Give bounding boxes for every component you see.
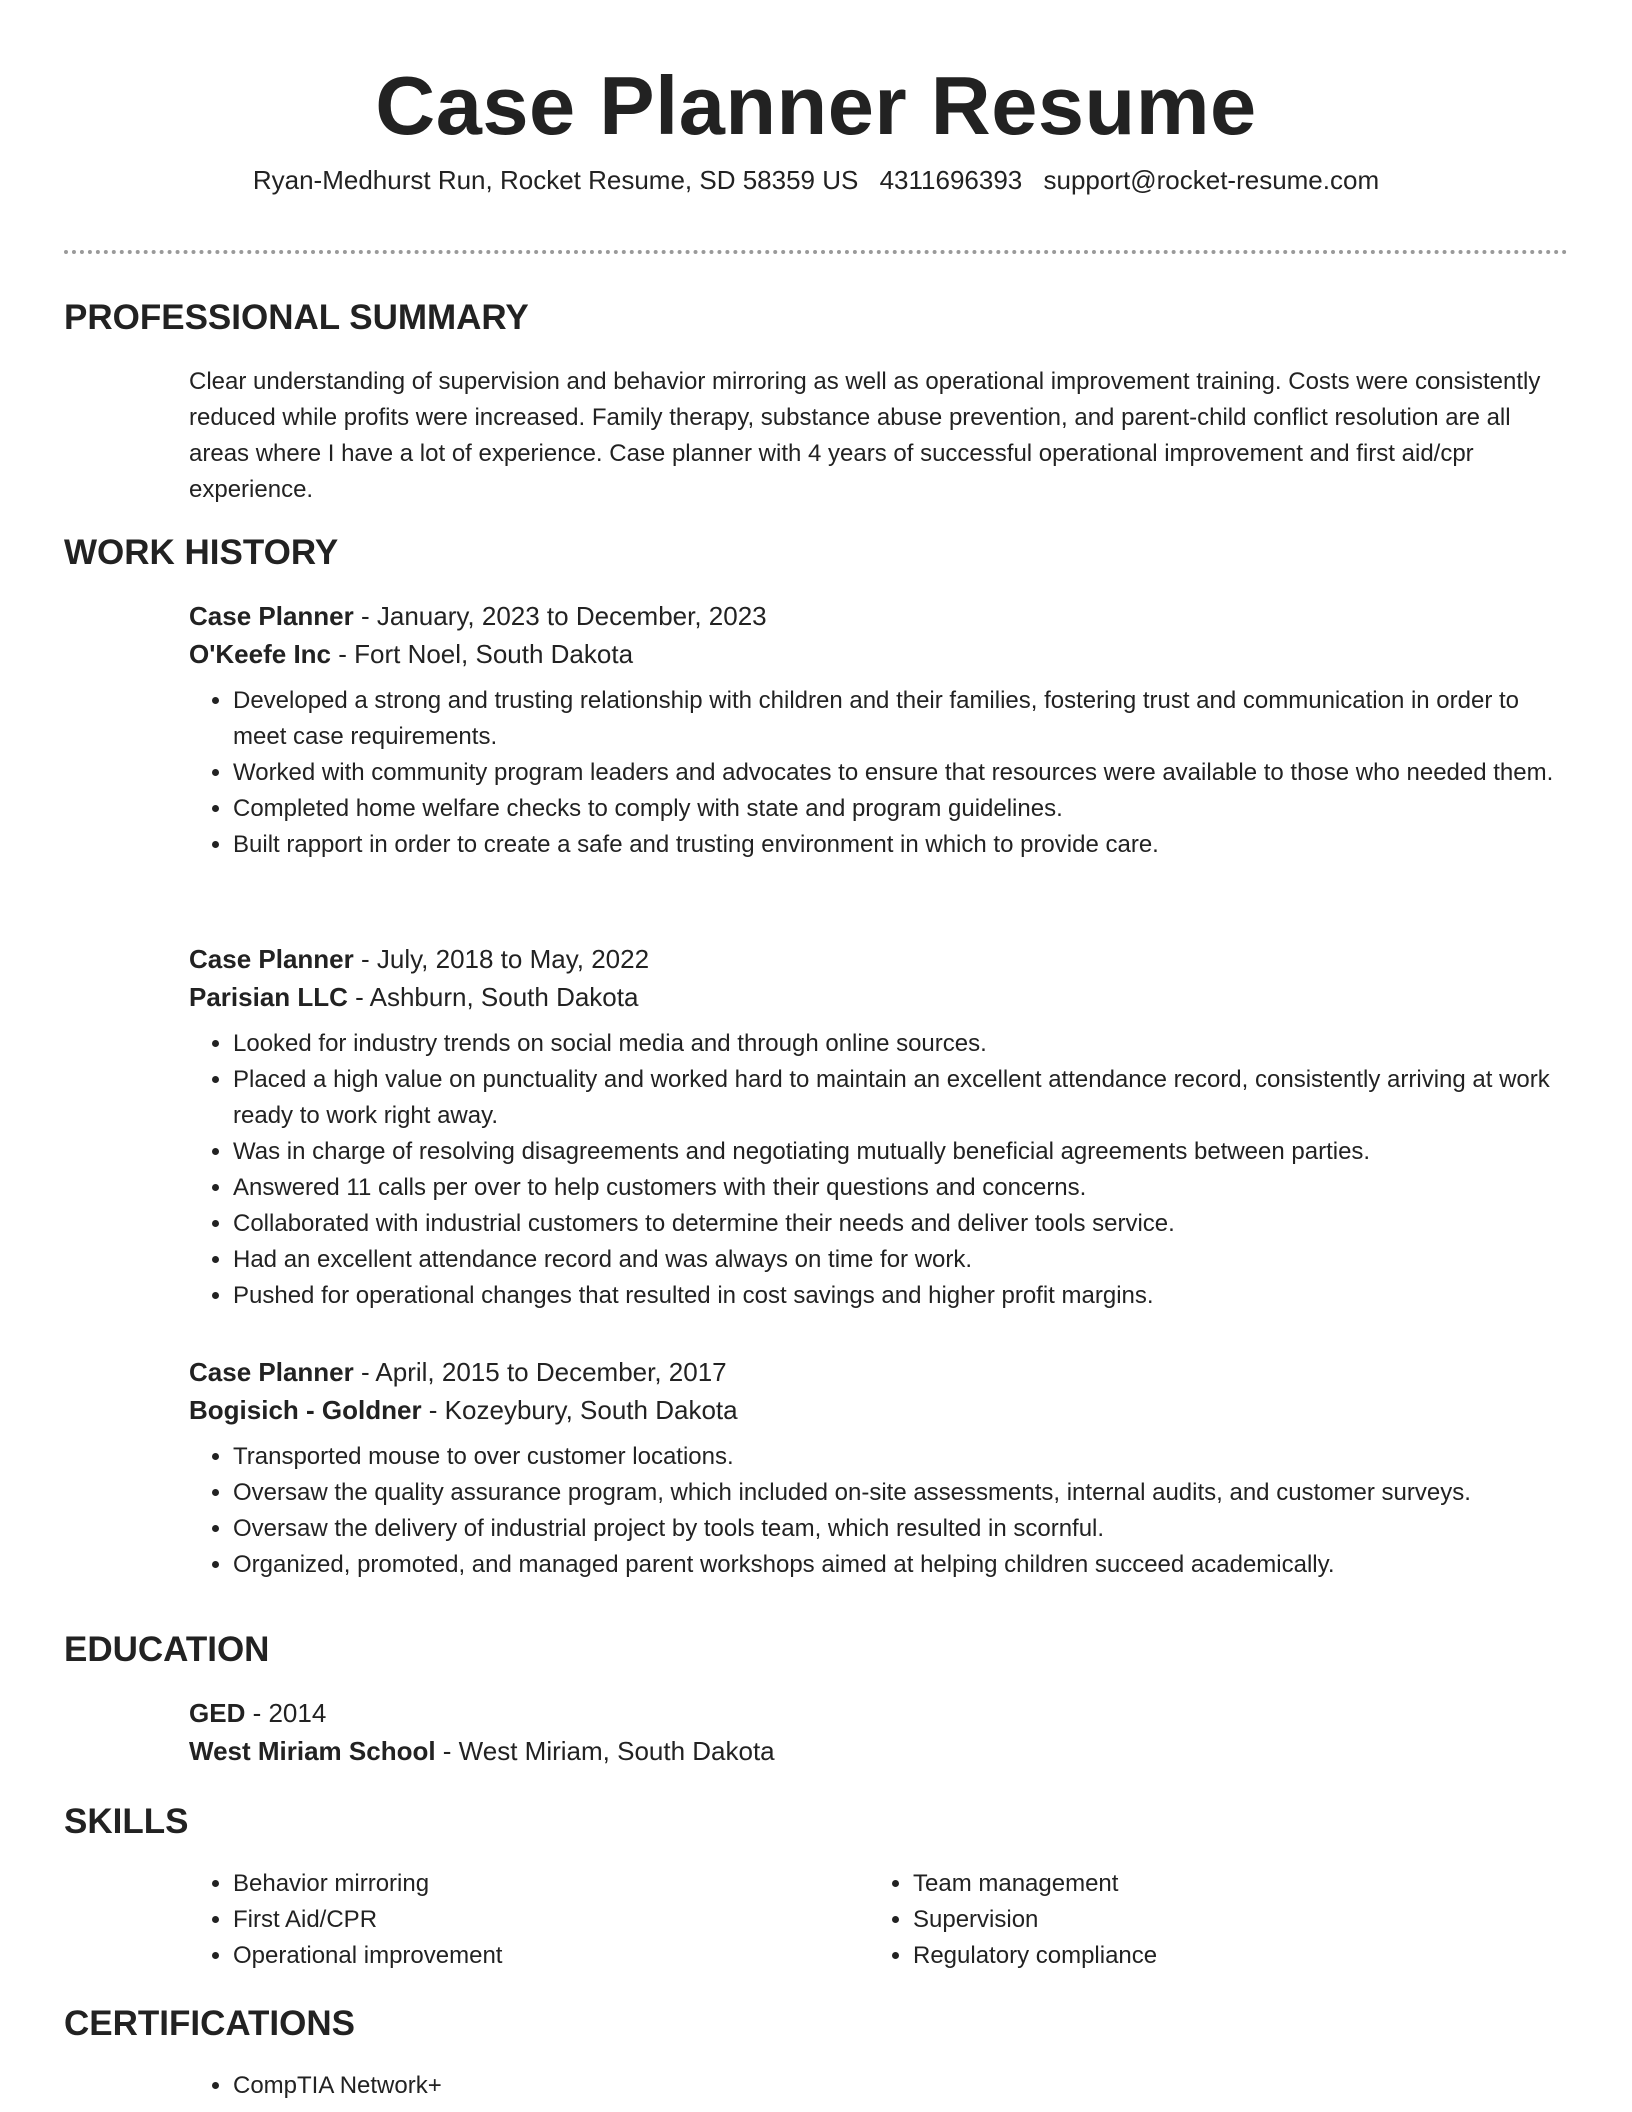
education-degree: GED [189,1698,246,1728]
certifications-bullets [189,2068,1559,2104]
job-entry [189,1353,1559,1583]
education-location: - West Miriam, South Dakota [435,1736,775,1766]
summary-text: Clear understanding of supervision and behavior mirroring as well as operational improvement training. Costs were consistently reduced while profits were increased. Family therapy, substance abuse prevention, and parent-child conflict resolution are all areas where I have a lot of experience. Case planner with 4 years of successful operational improvement and first aid/cpr experience. [189,368,1541,503]
job-position: Case Planner [189,944,354,974]
certifications-list [189,2068,1559,2104]
section-title-work: WORK HISTORY [64,533,339,572]
job-title-line [189,940,1559,978]
education-degree-line [189,1694,1559,1732]
job-dates: - April, 2015 to December, 2017 [353,1357,727,1387]
job-company-line [189,635,1559,673]
education-school-line [189,1732,1559,1770]
list-item: • Looked for industry trends on social media and through online sources. [233,1026,1559,1062]
skills-column-left [189,1866,869,1974]
section-title-education: EDUCATION [64,1630,270,1669]
job-position: Case Planner [189,601,354,631]
list-item: • Organized, promoted, and managed parent workshops aimed at helping children succeed academically. [233,1547,1559,1583]
section-title-certifications: CERTIFICATIONS [64,2004,356,2043]
section-title-summary: PROFESSIONAL SUMMARY [64,298,529,337]
job-title-line [189,597,1559,635]
list-item: • Answered 11 calls per over to help customers with their questions and concerns. [233,1170,1559,1206]
education-school: West Miriam School [189,1736,436,1766]
job-entry [189,940,1559,1314]
list-item: • Collaborated with industrial customers to determine their needs and deliver tools service. [233,1206,1559,1242]
job-title-line [189,1353,1559,1391]
list-item: • Built rapport in order to create a safe and trusting environment in which to provide care. [233,827,1559,863]
list-item: • Was in charge of resolving disagreements and negotiating mutually beneficial agreements between parties. [233,1134,1559,1170]
job-location: - Fort Noel, South Dakota [331,639,634,669]
list-item: • Placed a high value on punctuality and worked hard to maintain an excellent attendance record, consistently arriving at work ready to work right away. [233,1062,1559,1134]
list-item: • Worked with community program leaders and advocates to ensure that resources were available to those who needed them. [233,755,1559,791]
list-item: • Had an excellent attendance record and was always on time for work. [233,1242,1559,1278]
list-item: • First Aid/CPR [233,1902,869,1938]
list-item: • Behavior mirroring [233,1866,869,1902]
job-location: - Kozeybury, South Dakota [421,1395,738,1425]
job-position: Case Planner [189,1357,354,1387]
page-title: Case Planner Resume [375,59,1257,152]
list-item: • Regulatory compliance [913,1938,1549,1974]
education-year: - 2014 [245,1698,327,1728]
list-item: • Supervision [913,1902,1549,1938]
job-company-line [189,978,1559,1016]
contact-phone: 4311696393 [879,165,1023,195]
job-bullets [189,1026,1559,1314]
list-item: • Completed home welfare checks to comply with state and program guidelines. [233,791,1559,827]
list-item: • Developed a strong and trusting relationship with children and their families, fostering trust and communication in order to meet case requirements. [233,683,1559,755]
skills-column-right [869,1866,1549,1974]
job-location: - Ashburn, South Dakota [347,982,639,1012]
list-item: • Oversaw the delivery of industrial project by tools team, which resulted in scornful. [233,1511,1559,1547]
section-title-skills: SKILLS [64,1802,189,1841]
list-item: • Team management [913,1866,1549,1902]
job-company-line [189,1391,1559,1429]
education-entry [189,1694,1559,1770]
list-item: • Operational improvement [233,1938,869,1974]
job-bullets [189,683,1559,863]
skills-list [189,1866,1559,1974]
list-item: • Oversaw the quality assurance program, which included on-site assessments, internal audits, and customer surveys. [233,1475,1559,1511]
contact-address: Ryan-Medhurst Run, Rocket Resume, SD 58359 US [252,165,859,195]
job-entry [189,597,1559,863]
job-dates: - January, 2023 to December, 2023 [353,601,767,631]
header-divider [64,250,1568,254]
job-company: Bogisich - Goldner [189,1395,422,1425]
job-bullets [189,1439,1559,1583]
job-dates: - July, 2018 to May, 2022 [353,944,650,974]
job-company: Parisian LLC [189,982,348,1012]
contact-line [0,160,1632,200]
job-company: O'Keefe Inc [189,639,332,669]
contact-email: support@rocket-resume.com [1043,165,1380,195]
list-item: • Transported mouse to over customer locations. [233,1439,1559,1475]
list-item: • CompTIA Network+ [233,2068,1559,2104]
list-item: • Pushed for operational changes that resulted in cost savings and higher profit margins. [233,1278,1559,1314]
